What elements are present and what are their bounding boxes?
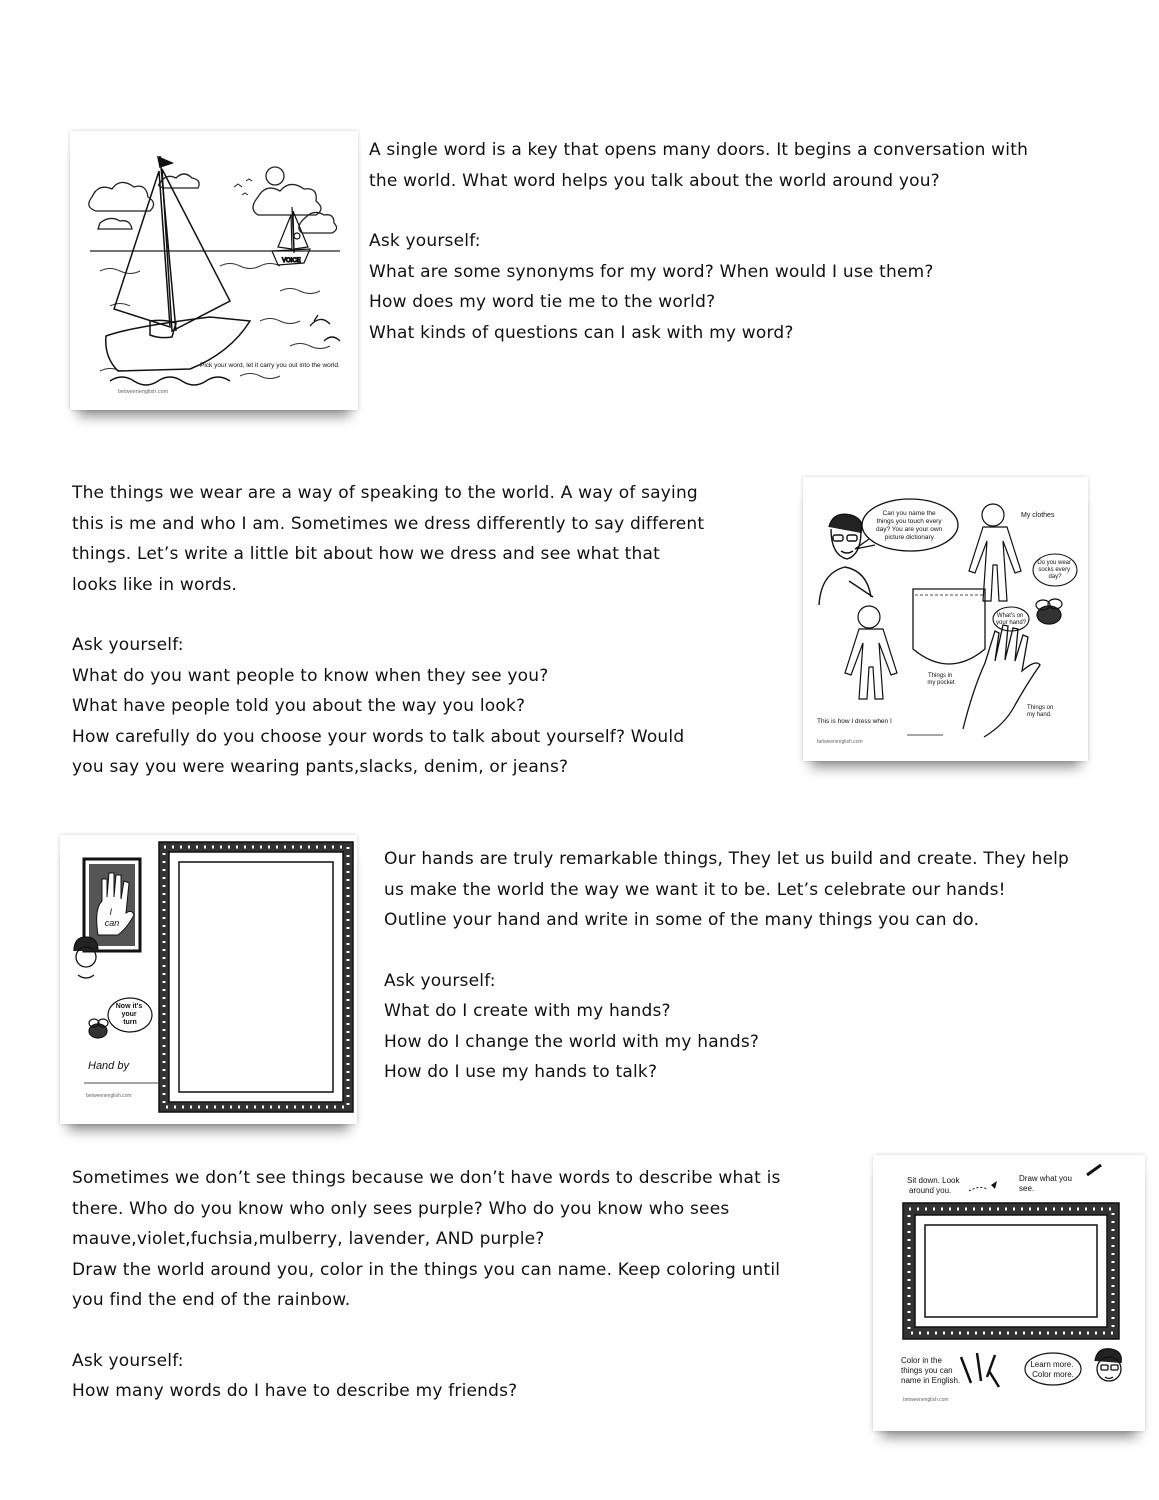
image-site-label: betweenenglish.com [86, 1093, 132, 1099]
hand-worksheet-image [60, 835, 357, 1124]
body-outline-icon [845, 606, 897, 699]
question: What have people told you about the way you look? [72, 696, 526, 716]
boat-label: VOICE [282, 258, 301, 264]
question: What kinds of questions can I ask with my word? [369, 322, 794, 343]
image-caption: Pick your word, let it carry you out into the world. [200, 362, 340, 369]
learn-more-label: Learn more. Color more. [1030, 1360, 1074, 1379]
paragraph-line: this is me and who I am. Sometimes we dress differently to say different [72, 513, 705, 534]
section-2-text [72, 478, 782, 783]
hand-question: What's on your hand? [995, 613, 1027, 626]
ask-heading: Ask yourself: [369, 231, 481, 251]
ornate-frame [159, 842, 353, 1112]
child-avatar [74, 937, 98, 978]
paragraph-line: looks like in words. [72, 574, 238, 595]
socks-question: Do you wear socks every day? [1037, 560, 1072, 580]
hand-text: I can [104, 907, 120, 928]
paragraph-line: Outline your hand and write in some of the many things you can do. [384, 910, 980, 930]
question: How many words do I have to describe my friends? [72, 1381, 518, 1401]
sun-icon [266, 167, 284, 185]
sailboat-worksheet-image [70, 131, 358, 410]
bubble-text: Now it's your turn [115, 1003, 143, 1026]
question: What are some synonyms for my word? When would I use them? [369, 261, 934, 282]
question: What do you want people to know when they see you? [72, 665, 549, 686]
dress-label: This is how I dress when I [817, 718, 892, 725]
ornate-frame [903, 1203, 1119, 1339]
paragraph-line: the world. What word helps you talk about the world around you? [369, 170, 940, 191]
hand-icon [963, 625, 1040, 737]
section-1-text [369, 135, 1129, 348]
question: How do I use my hands to talk? [384, 1062, 658, 1082]
speech-bubble [862, 499, 958, 551]
clothes-worksheet-image [803, 477, 1088, 761]
hand-by-label: Hand by [88, 1060, 129, 1072]
hand-label: Things on my hand. [1027, 705, 1054, 718]
small-sailboat-icon [272, 207, 310, 265]
ask-heading: Ask yourself: [72, 635, 184, 655]
hand-frame-picture [84, 859, 140, 951]
ask-heading: Ask yourself: [384, 970, 496, 991]
color-in-label: Color in the things you can name in English. [901, 1356, 961, 1385]
question: What do I create with my hands? [384, 1001, 671, 1021]
crayon-icon [961, 1353, 999, 1387]
paragraph-line: there. Who do you know who only sees purple? Who do you know who sees [72, 1198, 730, 1219]
body-outline-icon [969, 504, 1021, 601]
paragraph-line: mauve,violet,fuchsia,mulberry, lavender, AND purple? [72, 1229, 545, 1249]
speech-bubble [1025, 1353, 1081, 1385]
question: How carefully do you choose your words to talk about yourself? Would [72, 726, 685, 747]
paragraph-line: things. Let’s write a little bit about how we dress and see what that [72, 544, 661, 564]
paragraph-line: A single word is a key that opens many doors. It begins a conversation with [369, 140, 1029, 160]
section-4-text [72, 1163, 862, 1407]
question: How do I change the world with my hands? [384, 1031, 760, 1052]
paragraph-line: The things we wear are a way of speaking to the world. A way of saying [72, 483, 698, 503]
ask-heading: Ask yourself: [72, 1350, 184, 1371]
bee-icon [1036, 599, 1062, 624]
paragraph-line: us make the world the way we want it to be. Let’s celebrate our hands! [384, 879, 1006, 900]
man-avatar [1095, 1349, 1121, 1381]
section-3-text [384, 844, 1144, 1088]
paragraph-line: Our hands are truly remarkable things, They let us build and create. They help [384, 849, 1070, 869]
sailboat-icon [106, 156, 250, 385]
question: How does my word tie me to the world? [369, 292, 716, 312]
color-worksheet-image [873, 1155, 1145, 1431]
image-site-label: betweenenglish.com [118, 389, 169, 395]
draw-what-label: Draw what you see. [1019, 1174, 1072, 1193]
my-clothes-label: My clothes [1021, 512, 1055, 519]
paragraph-line: Sometimes we don’t see things because we don’t have words to describe what is [72, 1168, 781, 1188]
bubble-text: Can you name the things you touch every day? You are your own picture dictionary. [876, 510, 943, 541]
paragraph-line: you find the end of the rainbow. [72, 1290, 351, 1310]
pocket-label: Things in my pocket [927, 673, 955, 686]
cloud-icon [89, 174, 337, 233]
paragraph-line: Draw the world around you, color in the things you can name. Keep coloring until [72, 1259, 781, 1280]
pocket-icon [913, 589, 985, 664]
sit-down-label: Sit down. Look around you. [907, 1176, 960, 1195]
man-avatar [819, 514, 873, 605]
image-site-label: betweenenglish.com [903, 1397, 949, 1403]
image-site-label: betweenenglish.com [817, 739, 863, 745]
question: you say you were wearing pants,slacks, denim, or jeans? [72, 757, 569, 777]
bee-icon [89, 1019, 108, 1038]
